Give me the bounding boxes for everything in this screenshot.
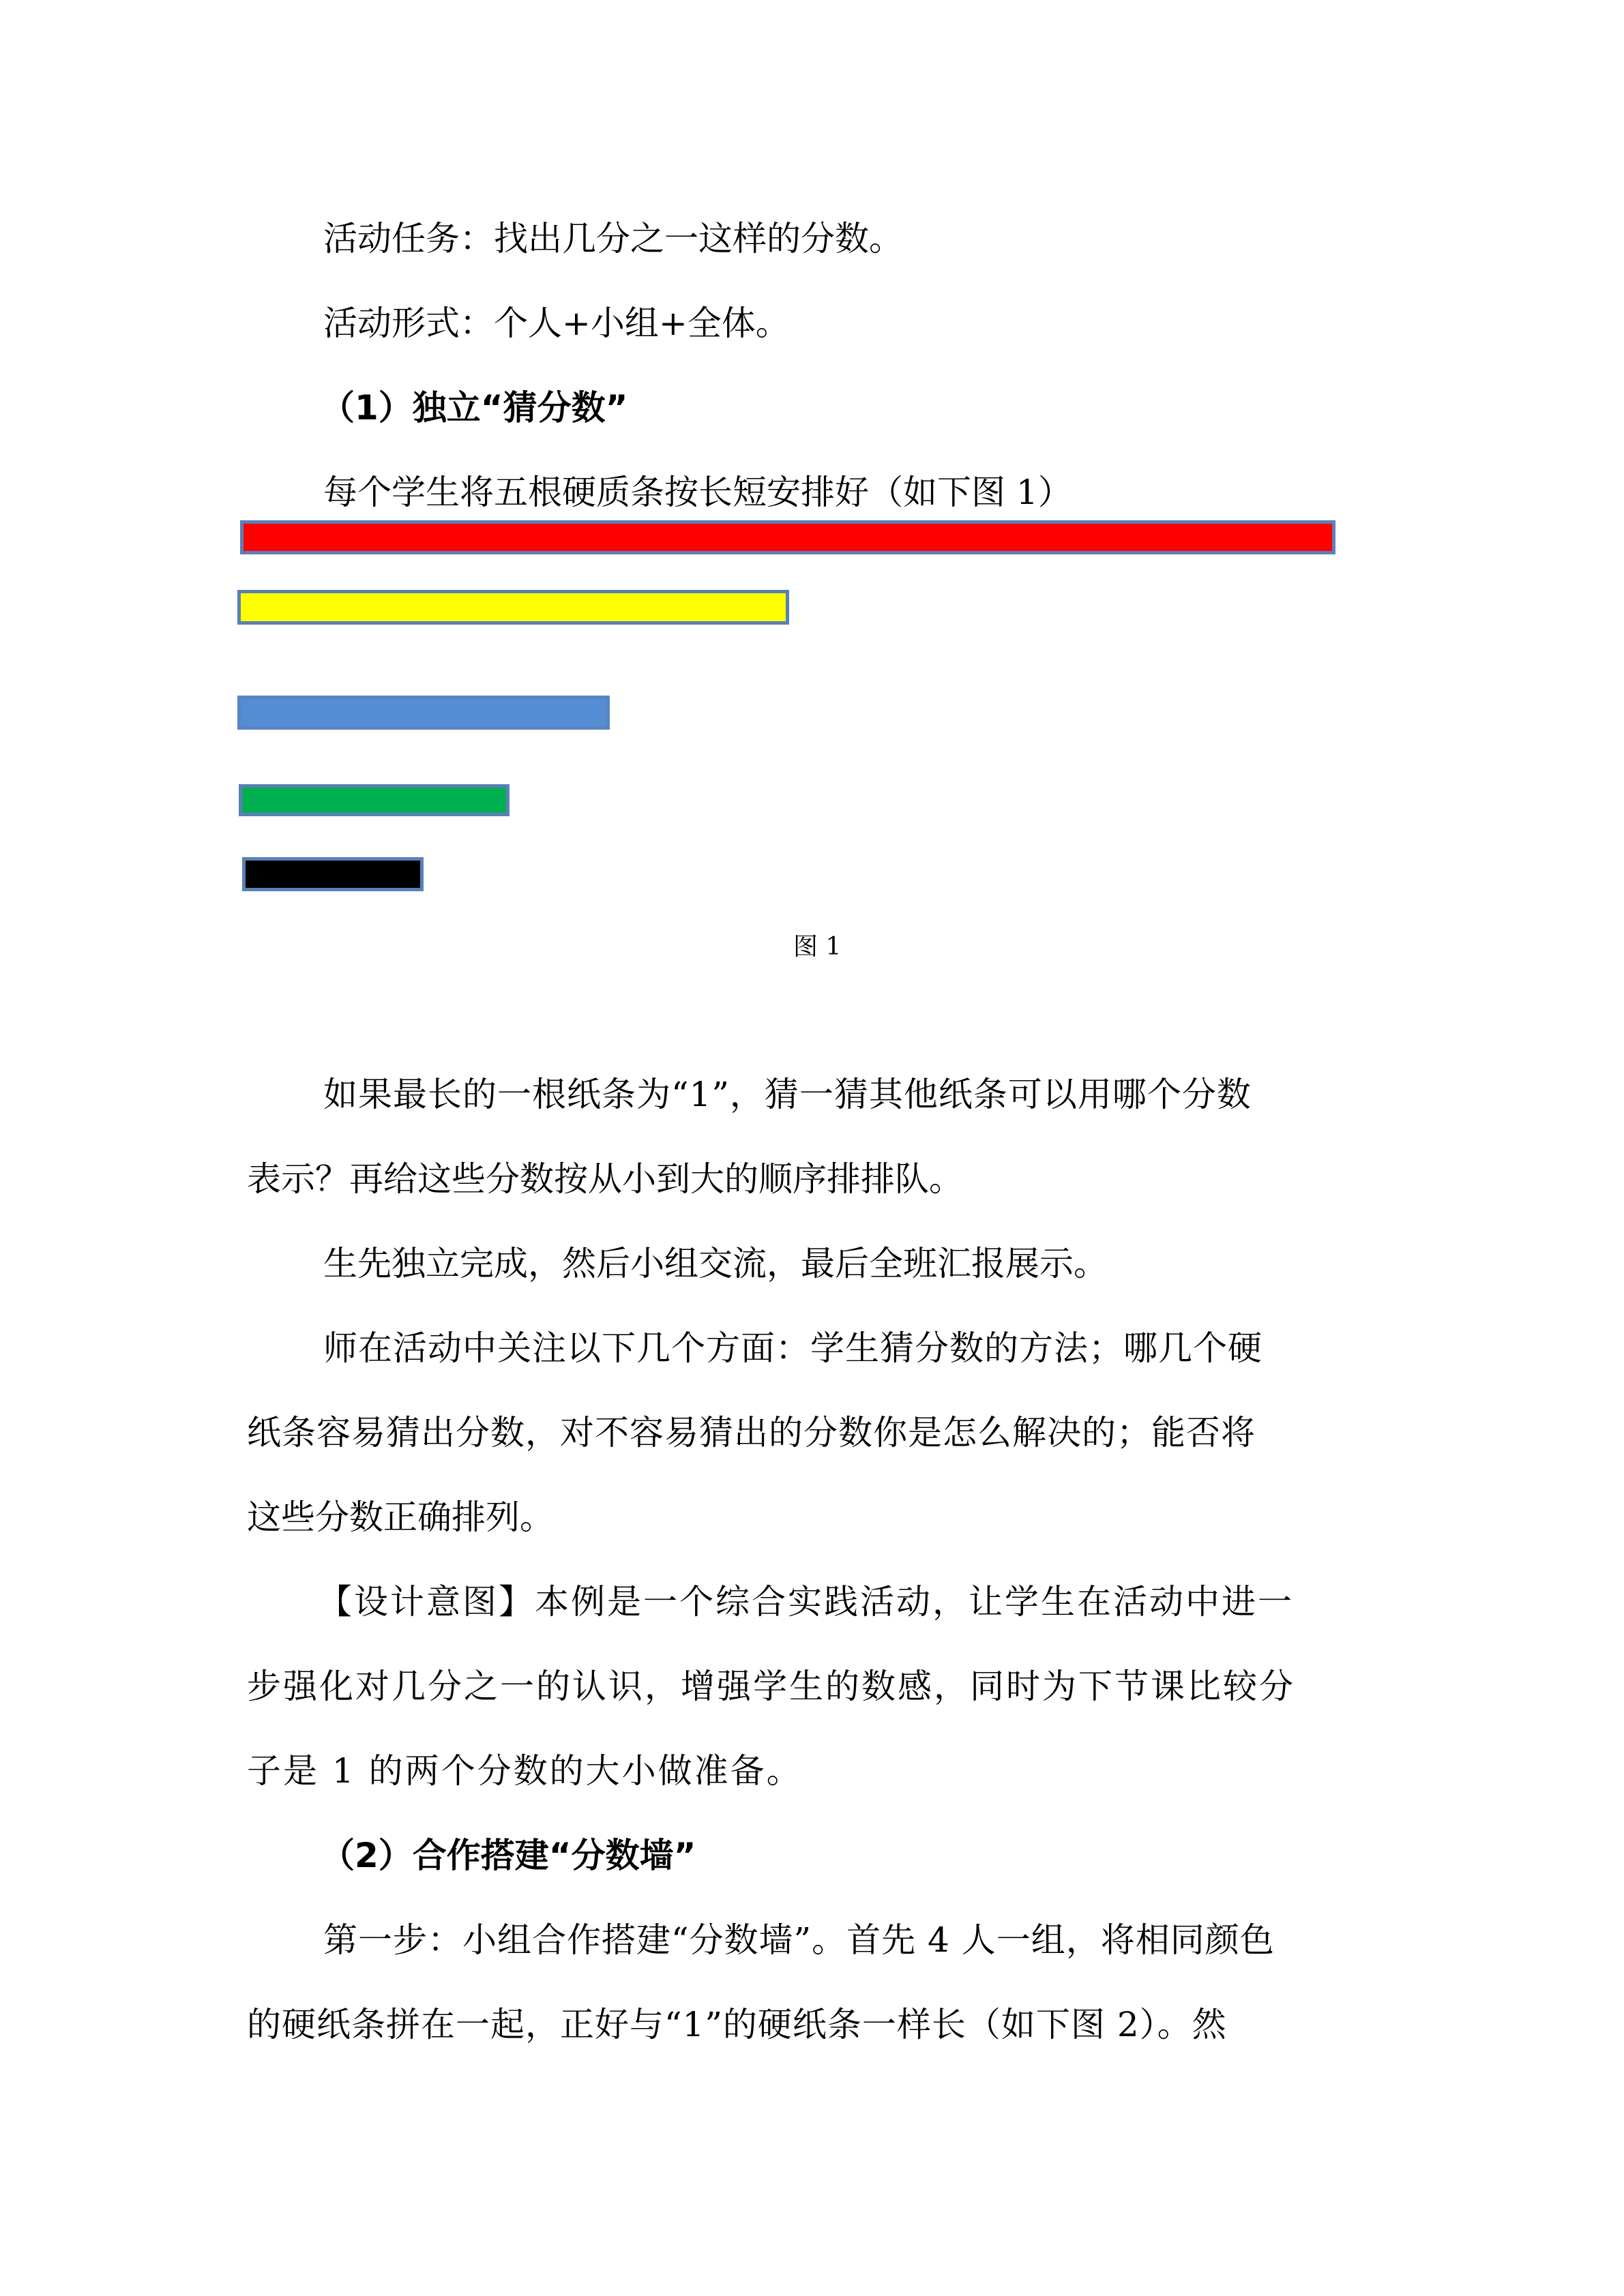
red-strip	[240, 520, 1335, 554]
activity-task-line: 活动任务：找出几分之一这样的分数。	[323, 219, 903, 258]
design-intent-line-1: 【设计意图】本例是一个综合实践活动，让学生在活动中进一	[318, 1582, 1294, 1622]
yellow-strip	[237, 590, 789, 625]
green-strip	[239, 784, 510, 816]
step1-line-1: 第一步：小组合作搭建“分数墙”。首先 4 人一组，将相同颜色	[323, 1920, 1275, 1960]
black-strip	[242, 857, 424, 891]
activity-form-line: 活动形式：个人+小组+全体。	[323, 303, 790, 343]
process-line: 生先独立完成，然后小组交流，最后全班汇报展示。	[323, 1244, 1108, 1283]
question-line-1: 如果最长的一根纸条为“1”，猜一猜其他纸条可以用哪个分数	[323, 1075, 1252, 1114]
question-line-2: 表示？再给这些分数按从小到大的顺序排排队。	[247, 1159, 963, 1199]
teacher-focus-line-1: 师在活动中关注以下几个方面：学生猜分数的方法；哪几个硬	[323, 1328, 1263, 1368]
figure-1-caption: 图 1	[793, 933, 842, 961]
design-intent-line-2: 步强化对几分之一的认识，增强学生的数感，同时为下节课比较分	[247, 1667, 1295, 1706]
step1-line-2: 的硬纸条拼在一起，正好与“1”的硬纸条一样长（如下图 2）。然	[247, 2005, 1227, 2044]
blue-strip	[237, 696, 610, 730]
section2-heading: （2）合作搭建“分数墙”	[321, 1836, 696, 1875]
section1-heading: （1）独立“猜分数”	[321, 388, 628, 428]
teacher-focus-line-3: 这些分数正确排列。	[247, 1497, 554, 1537]
teacher-focus-line-2: 纸条容易猜出分数，对不容易猜出的分数你是怎么解决的；能否将	[247, 1413, 1256, 1452]
section1-intro-line: 每个学生将五根硬质条按长短安排好（如下图 1）	[323, 473, 1072, 512]
design-intent-line-3: 子是 1 的两个分数的大小做准备。	[247, 1751, 803, 1791]
